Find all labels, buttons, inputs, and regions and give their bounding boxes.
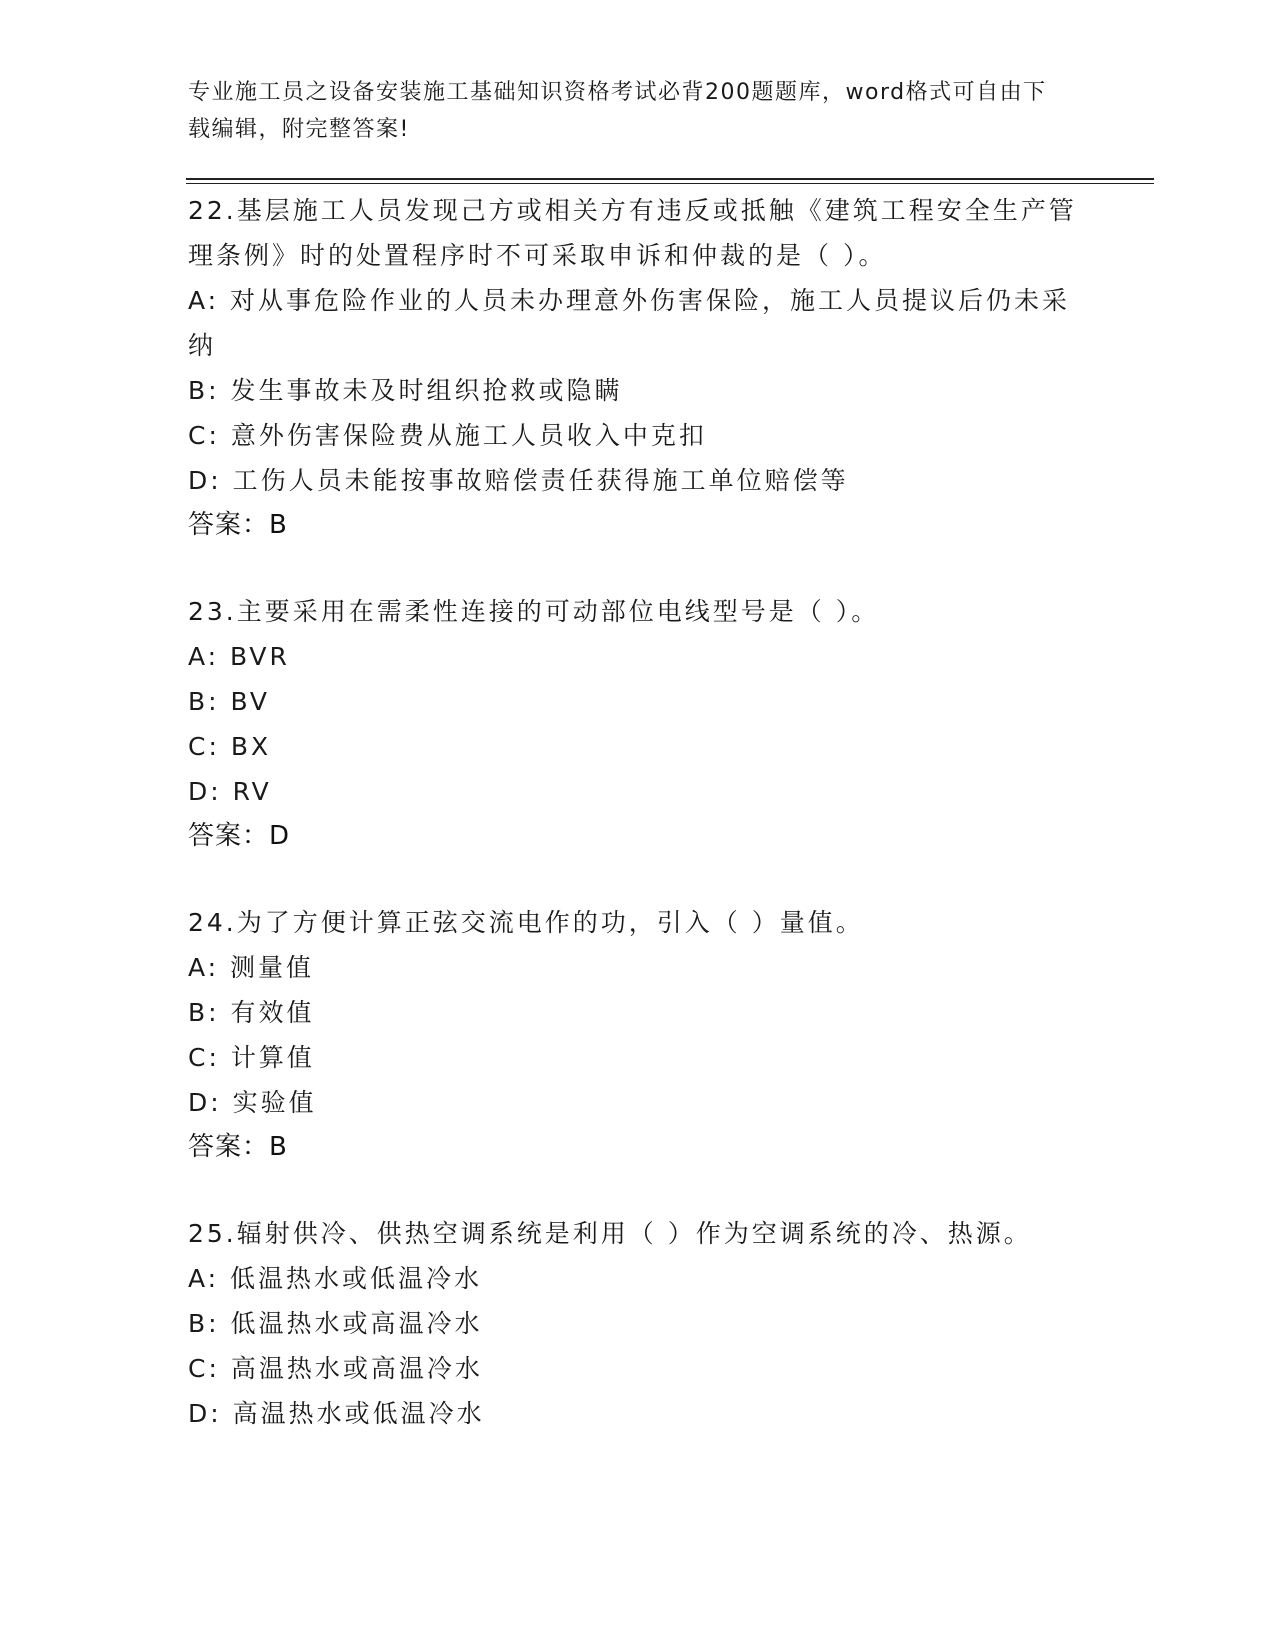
option-b: B: 发生事故未及时组织抢救或隐瞒 — [188, 376, 623, 405]
question-23 — [188, 589, 1088, 859]
question-stem: 24.为了方便计算正弦交流电作的功，引入（ ）量值。 — [188, 908, 864, 937]
question-25 — [188, 1211, 1088, 1436]
option-a: A: 测量值 — [188, 953, 315, 982]
option-d: D: 工伤人员未能按事故赔偿责任获得施工单位赔偿等 — [188, 466, 849, 495]
option-c: C: 计算值 — [188, 1043, 315, 1072]
question-stem: 25.辐射供冷、供热空调系统是利用（ ）作为空调系统的冷、热源。 — [188, 1219, 1032, 1248]
question-list — [188, 188, 1088, 1477]
question-stem: 22.基层施工人员发现己方或相关方有违反或抵触《建筑工程安全生产管理条例》时的处置程序时不可采取申诉和仲裁的是（ ）。 — [188, 196, 1077, 270]
option-c: C: BX — [188, 732, 272, 761]
answer: 答案：D — [188, 821, 291, 851]
option-b: B: BV — [188, 687, 271, 716]
option-a: A: 低温热水或低温冷水 — [188, 1264, 483, 1293]
question-22 — [188, 188, 1088, 548]
option-d: D: 高温热水或低温冷水 — [188, 1399, 485, 1428]
option-c: C: 高温热水或高温冷水 — [188, 1354, 483, 1383]
header-rule-thin — [186, 183, 1154, 184]
option-a: A: 对从事危险作业的人员未办理意外伤害保险，施工人员提议后仍未采纳 — [188, 286, 1071, 360]
question-24 — [188, 900, 1088, 1170]
document-header: 专业施工员之设备安装施工基础知识资格考试必背200题题库，word格式可自由下载编辑，附完整答案! — [188, 80, 1047, 142]
question-stem: 23.主要采用在需柔性连接的可动部位电线型号是（ ）。 — [188, 597, 880, 626]
option-b: B: 有效值 — [188, 998, 315, 1027]
option-d: D: RV — [188, 777, 272, 806]
header-rule — [186, 178, 1154, 180]
option-b: B: 低温热水或高温冷水 — [188, 1309, 483, 1338]
answer: 答案：B — [188, 1132, 288, 1162]
option-d: D: 实验值 — [188, 1088, 317, 1117]
option-a: A: BVR — [188, 642, 290, 671]
option-c: C: 意外伤害保险费从施工人员收入中克扣 — [188, 421, 707, 450]
answer: 答案：B — [188, 510, 288, 540]
